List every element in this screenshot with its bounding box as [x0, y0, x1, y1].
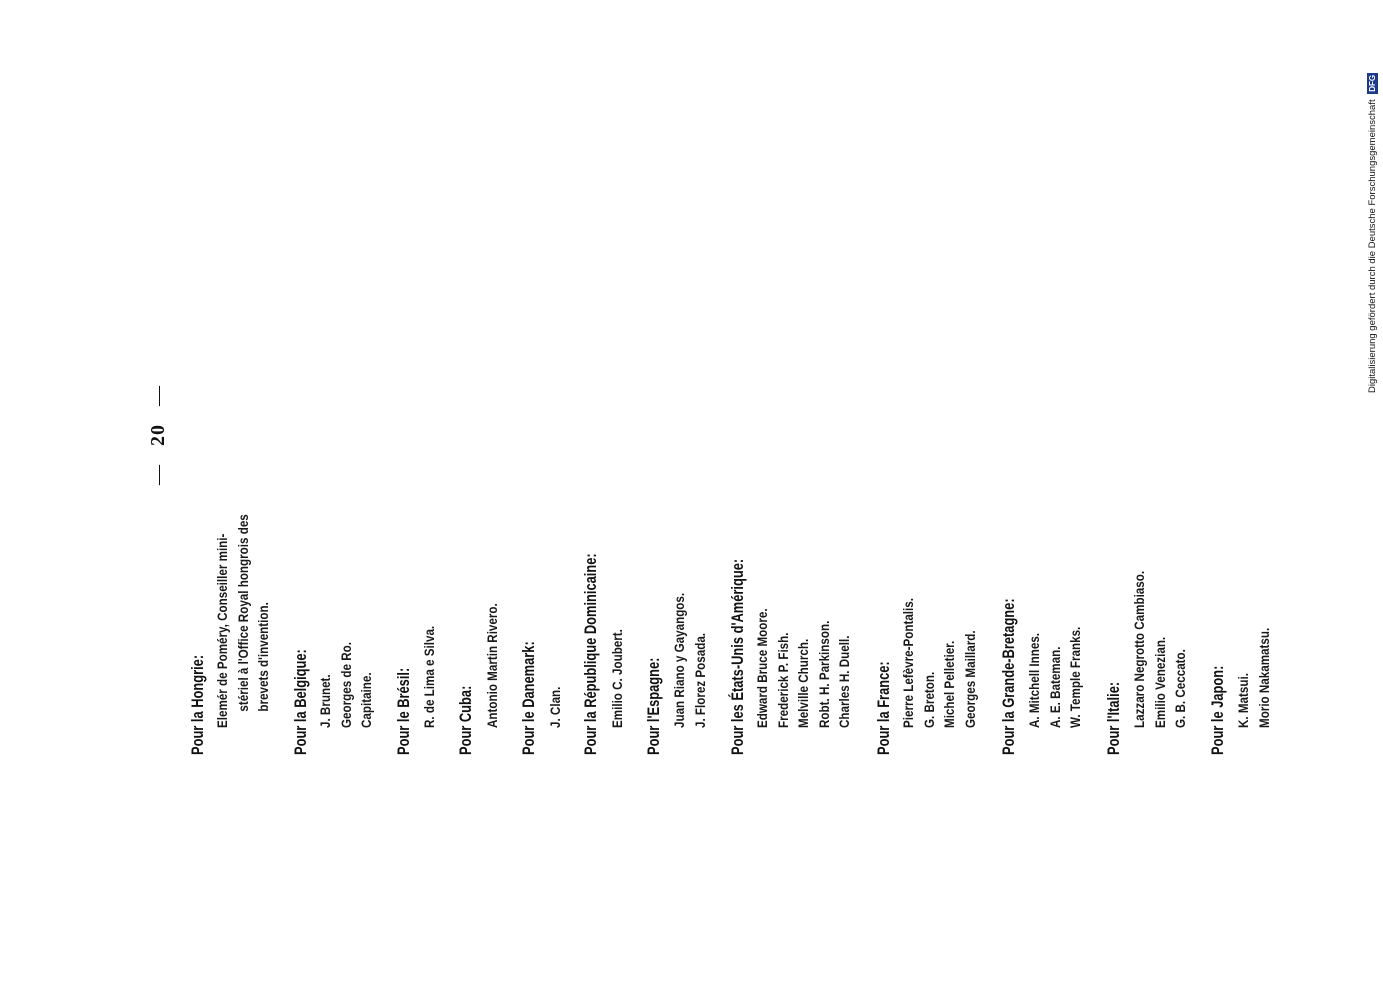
- signatory: Emilio Venezian.: [1152, 636, 1169, 728]
- signatory-list: [316, 642, 378, 728]
- signatory: J. Brunet.: [318, 674, 334, 728]
- signatory: Lazzaro Negrotto Cambiaso.: [1132, 570, 1148, 728]
- signatory: Melville Church.: [796, 638, 813, 728]
- page-dash-right: —: [147, 385, 169, 406]
- signatory: Robt. H. Parkinson.: [816, 620, 833, 728]
- country-heading: Pour la Hongrie:: [189, 654, 207, 755]
- signatory: Capitaine.: [359, 672, 376, 728]
- dfg-credit: [1367, 74, 1379, 393]
- signatory: brevets d'invention.: [256, 602, 273, 712]
- signatory: R. de Lima e Silva.: [422, 625, 438, 728]
- signatory: Pierre Lefèvre-Pontalis.: [901, 598, 917, 728]
- page-number-value: 20: [147, 424, 169, 446]
- country-heading: Pour les États-Unis d'Amérique:: [729, 558, 747, 755]
- dfg-logo: DFG: [1368, 74, 1377, 92]
- signatory: Emilio C. Joubert.: [610, 629, 626, 728]
- signatory-list: [483, 603, 504, 728]
- signatory: Charles H. Duell.: [837, 635, 854, 728]
- country-heading: Pour le Japon:: [1209, 665, 1227, 755]
- signatory: Morio Nakamatsu.: [1256, 627, 1273, 728]
- signatory: Michel Pelletier.: [942, 640, 959, 728]
- signature-page: [188, 215, 1288, 755]
- signatory: stériel à l'Office Royal hongrois des: [235, 514, 252, 712]
- signatory: A. E. Bateman.: [1047, 646, 1064, 728]
- country-heading: Pour l'Italie:: [1105, 681, 1123, 755]
- country-heading: Pour Cuba:: [457, 685, 475, 755]
- country-heading: Pour le Danemark:: [520, 641, 538, 755]
- signatory: Elemér de Poméry, Conseiller mini-: [215, 533, 231, 728]
- signatory: Edward Bruce Moore.: [755, 608, 771, 728]
- country-heading: Pour le Brésil:: [395, 667, 413, 755]
- page-dash-left: —: [147, 464, 169, 485]
- signatory: G. Breton.: [921, 671, 938, 728]
- signatory-list: [670, 593, 711, 728]
- signatory: K. Matsui.: [1236, 673, 1252, 728]
- signatory: J. Florez Posada.: [692, 632, 709, 728]
- dfg-credit-text: Digitalisierung gefördert durch die Deutsche Forschungsgemeinschaft: [1367, 99, 1379, 393]
- signatory: W. Temple Franks.: [1068, 626, 1085, 728]
- signatory-list: [899, 598, 981, 728]
- country-heading: Pour la Grande-Bretagne:: [1000, 598, 1018, 755]
- signatory-list: [1130, 571, 1192, 728]
- country-heading: Pour la Belgique:: [292, 649, 310, 755]
- country-heading: Pour la République Dominicaine:: [582, 553, 600, 755]
- signatory: A. Mitchell Innes.: [1027, 632, 1043, 728]
- signatory: J. Clan.: [548, 686, 564, 728]
- page-number: [147, 385, 170, 485]
- signatory-list: [213, 514, 275, 728]
- signatory-list: [546, 687, 567, 728]
- signatory-list: [1234, 628, 1275, 728]
- signatory: Georges Maillard.: [962, 630, 979, 728]
- signatory-list: [608, 629, 629, 728]
- signatory-list: [1025, 627, 1087, 728]
- signatory: Frederick P. Fish.: [775, 632, 792, 728]
- signatory: Antonio Martin Rivero.: [485, 603, 501, 728]
- country-heading: Pour l'Espagne:: [645, 657, 663, 755]
- signatory-list: [420, 626, 441, 728]
- signatory: G. B. Ceccato.: [1173, 649, 1190, 728]
- signatory-list: [753, 608, 856, 728]
- signatory: Juan Riano y Gayangos.: [672, 592, 688, 728]
- country-heading: Pour la France:: [875, 661, 893, 755]
- signatory: Georges de Ro.: [338, 642, 355, 728]
